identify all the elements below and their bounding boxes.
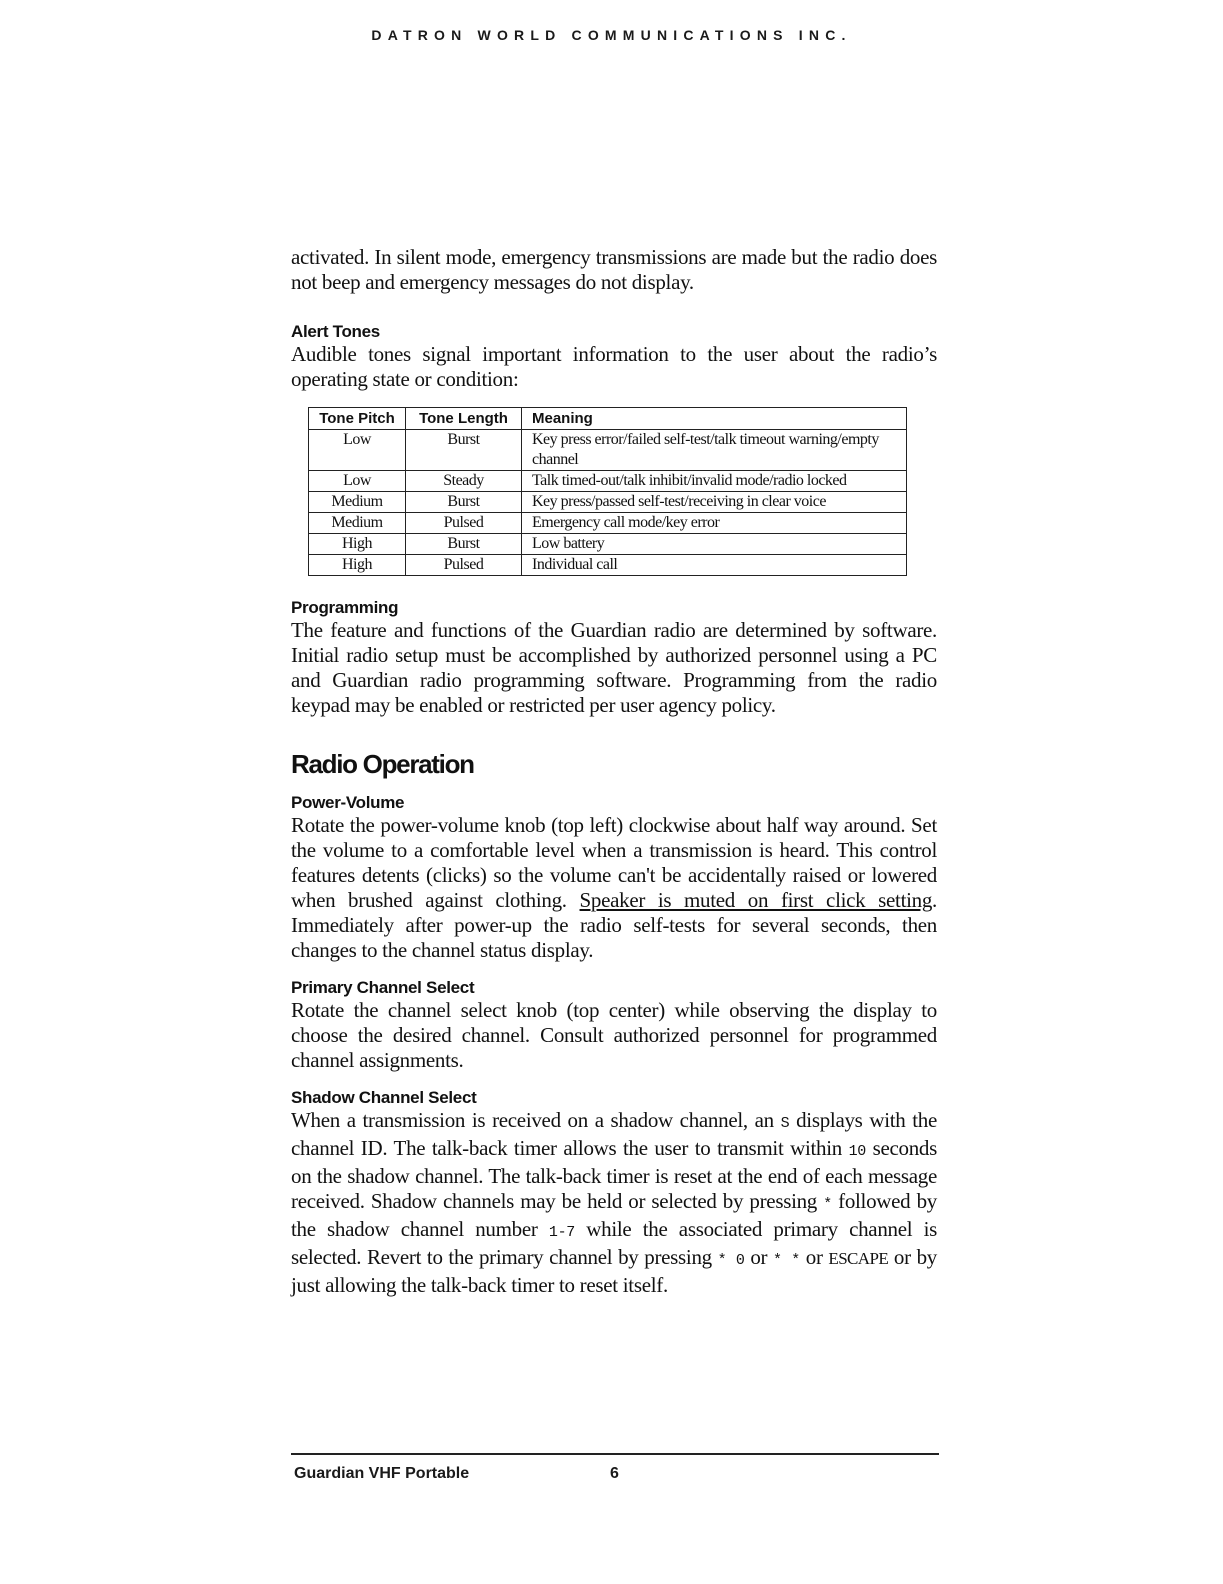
table-row bbox=[309, 513, 907, 534]
footer-title: Guardian VHF Portable bbox=[294, 1465, 470, 1482]
shadow-channel-text bbox=[291, 1108, 937, 1298]
column-header-tone-length: Tone Length bbox=[406, 408, 522, 430]
table-row bbox=[309, 471, 907, 492]
shadow-text-part: or bbox=[744, 1245, 774, 1269]
primary-channel-heading: Primary Channel Select bbox=[291, 978, 475, 997]
column-header-meaning: Meaning bbox=[522, 408, 907, 430]
shadow-text-part: while the associated primary channel is selected. Revert to the primary channel by pressing bbox=[291, 1217, 937, 1269]
tone-meaning-cell: Talk timed-out/talk inhibit/invalid mode/radio locked bbox=[522, 471, 907, 492]
table-row bbox=[309, 534, 907, 555]
tone-pitch-cell: Medium bbox=[309, 513, 406, 534]
tone-pitch-cell: Low bbox=[309, 430, 406, 471]
tone-pitch-cell: Medium bbox=[309, 492, 406, 513]
table-row bbox=[309, 555, 907, 576]
escape-key: ESCAPE bbox=[828, 1249, 889, 1268]
power-volume-text-before: Rotate the power-volume knob (top left) clockwise about half way around. Set the volume to a comfortable level when a transmission is heard. This control features detents (clicks) so the volume can't be accidentally raised or lowered when brushed against clothing. bbox=[291, 813, 937, 912]
table-header-row bbox=[309, 408, 907, 430]
radio-operation-title: Radio Operation bbox=[291, 749, 474, 779]
tone-pitch-cell: High bbox=[309, 534, 406, 555]
tone-length-cell: Steady bbox=[406, 471, 522, 492]
power-volume-text bbox=[291, 813, 937, 963]
primary-channel-text: Rotate the channel select knob (top center) while observing the display to choose the desired channel. Consult authorized personnel for programmed channel assignments. bbox=[291, 998, 937, 1072]
shadow-text-part: followed by the shadow channel number bbox=[291, 1189, 937, 1241]
star-zero-keys: * 0 bbox=[717, 1252, 745, 1269]
shadow-text-part: or bbox=[799, 1245, 829, 1269]
alert-tones-table bbox=[308, 407, 907, 576]
programming-heading: Programming bbox=[291, 598, 399, 617]
tone-length-cell: Pulsed bbox=[406, 555, 522, 576]
shadow-text-part: When a transmission is received on a shadow channel, an bbox=[291, 1108, 781, 1132]
tone-meaning-cell: Individual call bbox=[522, 555, 907, 576]
shadow-text-part: displays with the channel ID. The talk-back timer allows the user to transmit within bbox=[291, 1108, 937, 1160]
tone-length-cell: Burst bbox=[406, 492, 522, 513]
tone-pitch-cell: Low bbox=[309, 471, 406, 492]
table-row bbox=[309, 430, 907, 471]
tone-meaning-cell: Key press error/failed self-test/talk timeout warning/empty channel bbox=[522, 430, 907, 471]
table-row bbox=[309, 492, 907, 513]
tone-length-cell: Burst bbox=[406, 430, 522, 471]
power-volume-heading: Power-Volume bbox=[291, 793, 405, 812]
shadow-text-part: or by just allowing the talk-back timer to reset itself. bbox=[291, 1245, 937, 1297]
tone-meaning-cell: Emergency call mode/key error bbox=[522, 513, 907, 534]
channel-number-range: 1-7 bbox=[548, 1224, 575, 1241]
alert-tones-text: Audible tones signal important information to the user about the radio’s operating state or condition: bbox=[291, 342, 937, 391]
page-number: 6 bbox=[610, 1465, 619, 1482]
shadow-indicator-symbol: S bbox=[780, 1115, 790, 1132]
shadow-channel-heading: Shadow Channel Select bbox=[291, 1088, 477, 1107]
programming-text: The feature and functions of the Guardian radio are determined by software. Initial radio setup must be accomplished by authorized personnel using a PC and Guardian radio programming software. Programming from the radio keypad may be enabled or restricted per user agency policy. bbox=[291, 618, 937, 717]
main-content bbox=[291, 245, 937, 1298]
shadow-text-part: seconds on the shadow channel. The talk-back timer is reset at the end of each message received. Shadow channels may be held or selected by pressing bbox=[291, 1136, 937, 1213]
company-header: DATRON WORLD COMMUNICATIONS INC. bbox=[371, 27, 852, 43]
tone-meaning-cell: Low battery bbox=[522, 534, 907, 555]
tone-pitch-cell: High bbox=[309, 555, 406, 576]
footer-divider bbox=[291, 1453, 939, 1455]
speaker-muted-note: Speaker is muted on first click setting bbox=[579, 888, 933, 912]
talk-back-seconds: 10 bbox=[848, 1143, 866, 1160]
tone-length-cell: Burst bbox=[406, 534, 522, 555]
alert-tones-heading: Alert Tones bbox=[291, 322, 380, 341]
star-key: * bbox=[823, 1196, 832, 1213]
intro-paragraph: activated. In silent mode, emergency transmissions are made but the radio does not beep and emergency messages do not display. bbox=[291, 245, 937, 294]
star-star-keys: * * bbox=[773, 1252, 800, 1269]
power-volume-text-after: . Immediately after power-up the radio self-tests for several seconds, then changes to the channel status display. bbox=[291, 888, 937, 962]
tone-length-cell: Pulsed bbox=[406, 513, 522, 534]
tone-meaning-cell: Key press/passed self-test/receiving in clear voice bbox=[522, 492, 907, 513]
column-header-tone-pitch: Tone Pitch bbox=[309, 408, 406, 430]
